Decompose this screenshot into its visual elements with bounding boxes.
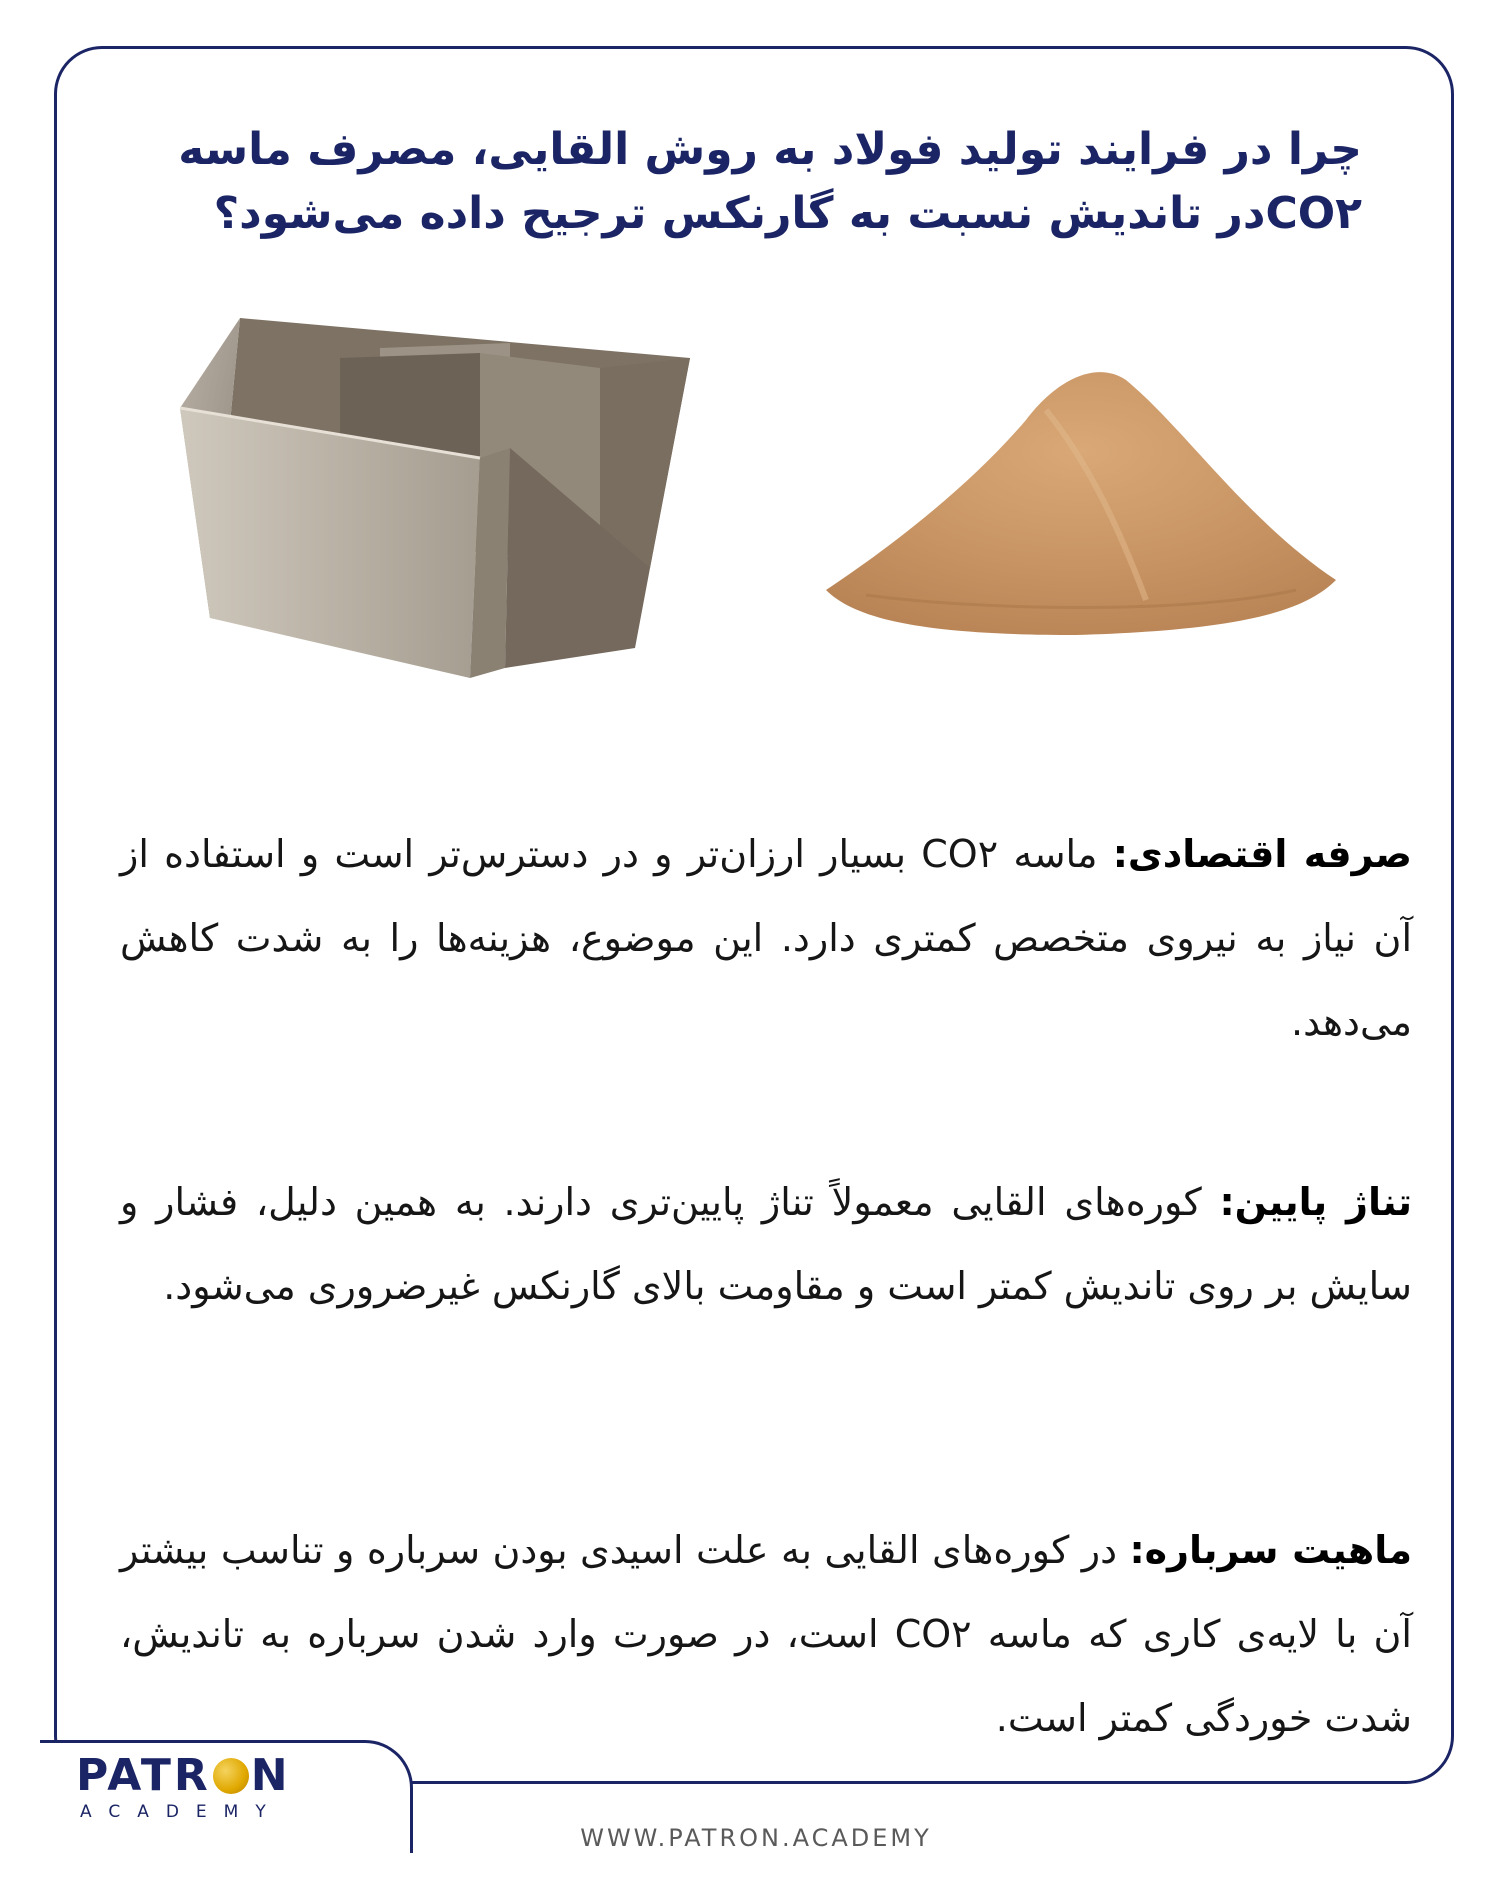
logo-globe-icon	[213, 1758, 249, 1794]
paragraph-economic	[120, 812, 1412, 1064]
logo-word-right: N	[250, 1750, 291, 1801]
paragraph-body: ماسه CO۲ بسیار ارزان‌تر و در دسترس‌تر است و استفاده از آن نیاز به نیروی متخصص کمتری دارد. این موضوع، هزینه‌ها را به شدت کاهش می‌دهد.	[120, 832, 1412, 1044]
paragraph-slag-nature	[120, 1508, 1412, 1760]
paragraph-heading: ماهیت سرباره:	[1129, 1528, 1412, 1572]
paragraph-body: کوره‌های القایی معمولاً تناژ پایین‌تری دارند. به همین دلیل، فشار و سایش بر روی تاندیش کمتر است و مقاومت بالای گارنکس غیرضروری می‌شود.	[120, 1180, 1412, 1308]
logo-word-left: PATR	[76, 1750, 211, 1801]
patron-academy-logo	[76, 1752, 346, 1832]
page-title	[142, 118, 1362, 246]
paragraph-body: در کوره‌های القایی به علت اسیدی بودن سرباره و تناسب بیشتر آن با لایه‌ی کاری که ماسه CO۲ است، در صورت وارد شدن سرباره به تاندیش، شدت خوردگی کمتر است.	[120, 1528, 1412, 1740]
title-line-2: CO۲در تاندیش نسبت به گارنکس ترجیح داده می‌شود؟	[213, 188, 1362, 239]
tundish-image	[180, 318, 700, 678]
logo-subtitle: ACADEMY	[80, 1802, 283, 1822]
sand-pile-image	[826, 340, 1336, 640]
paragraph-low-tonnage	[120, 1160, 1412, 1328]
title-line-1: چرا در فرایند تولید فولاد به روش القایی، مصرف ماسه	[178, 124, 1362, 175]
paragraph-heading: تناژ پایین:	[1219, 1180, 1412, 1224]
website-url: WWW.PATRON.ACADEMY	[580, 1824, 932, 1852]
paragraph-heading: صرفه اقتصادی:	[1112, 832, 1413, 876]
